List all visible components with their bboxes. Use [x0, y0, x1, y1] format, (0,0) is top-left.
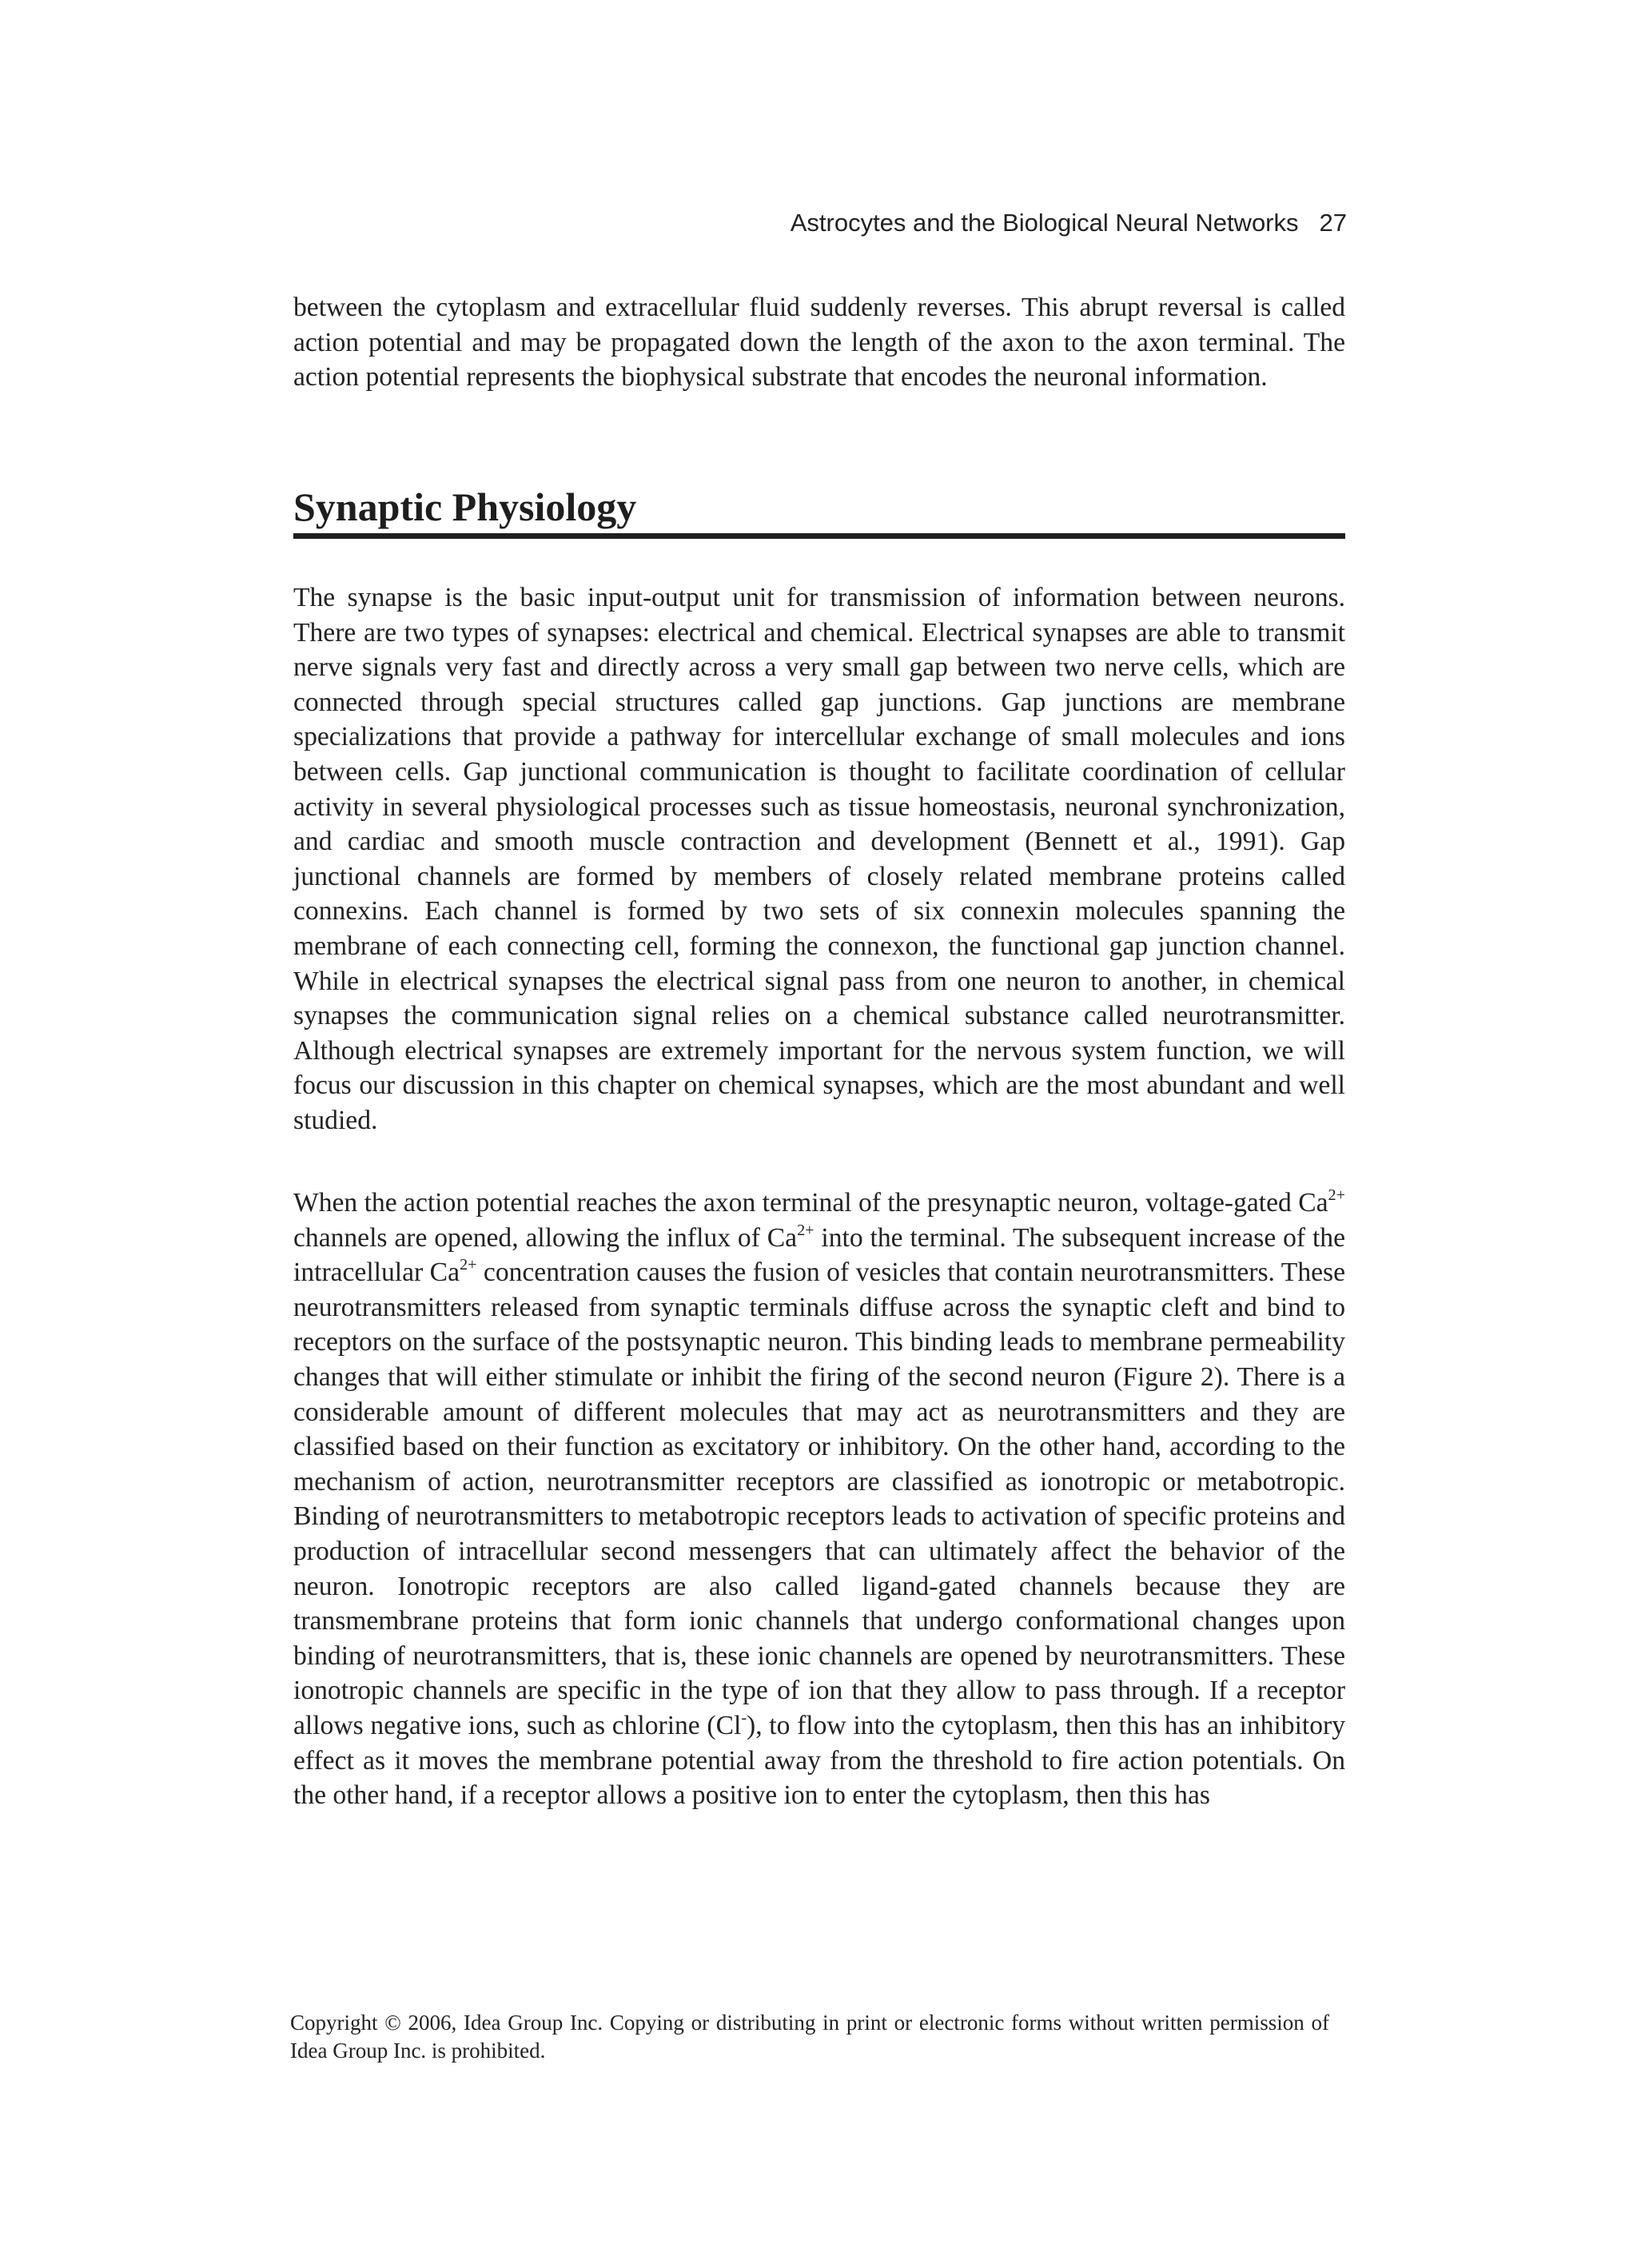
- superscript-charge: 2+: [797, 1221, 815, 1239]
- paragraph-text-segment: channels are opened, allowing the influx of Ca: [293, 1222, 798, 1253]
- paragraph-text-segment: concentration causes the fusion of vesicles that contain neurotransmitters. These neurotransmitters released from synaptic terminals diffuse across the synaptic cleft and bind to receptors on the surface of the postsynaptic neuron. This binding leads to membrane permeability changes that will either stimulate or inhibit the firing of the second neuron (Figure 2). There is a considerable amount of different molecules that may act as neurotransmitters and they are classified based on their function as excitatory or inhibitory. On the other hand, according to the mechanism of action, neurotransmitter receptors are classified as ionotropic or metabotropic. Binding of neurotransmitters to metabotropic receptors leads to activation of specific proteins and production of intracellular second messengers that can ultimately affect the behavior of the neuron. Ionotropic receptors are also called ligand-gated channels because they are transmembrane proteins that form ionic channels that undergo conformational changes upon binding of neurotransmitters, that is, these ionic channels are opened by neurotransmitters. These ionotropic channels are specific in the type of ion that they allow to pass through. If a receptor allows negative ions, such as chlorine (Cl: [293, 1258, 1345, 1740]
- paragraph-chemical-transmission: [293, 1186, 1345, 1813]
- page-number: 27: [1319, 209, 1347, 237]
- running-title: Astrocytes and the Biological Neural Networks: [790, 209, 1299, 237]
- paragraph-text-segment: into the terminal. The subsequent increase of the intracellular Ca: [293, 1222, 1345, 1288]
- running-header: [293, 207, 1347, 239]
- superscript-charge: 2+: [459, 1256, 477, 1274]
- copyright-notice: Copyright © 2006, Idea Group Inc. Copying or distributing in print or electronic forms without written permission of Idea Group Inc. is prohibited.: [290, 2011, 1329, 2063]
- paragraph-text-segment: When the action potential reaches the axon terminal of the presynaptic neuron, voltage-gated Ca: [293, 1188, 1328, 1218]
- paragraph-synapse-types: The synapse is the basic input-output unit for transmission of information between neurons. There are two types of synapses: electrical and chemical. Electrical synapses are able to transmit nerve signals very fast and directly across a very small gap between two nerve cells, which are connected through special structures called gap junctions. Gap junctions are membrane specializations that provide a pathway for intercellular exchange of small molecules and ions between cells. Gap junctional communication is thought to facilitate coordination of cellular activity in several physiological processes such as tissue homeostasis, neuronal synchronization, and cardiac and smooth muscle contraction and development (Bennett et al., 1991). Gap junctional channels are formed by members of closely related membrane proteins called connexins. Each channel is formed by two sets of six connexin molecules spanning the membrane of each connecting cell, forming the connexon, the functional gap junction channel. While in electrical synapses the electrical signal pass from one neuron to another, in chemical synapses the communication signal relies on a chemical substance called neurotransmitter. Although electrical synapses are extremely important for the nervous system function, we will focus our discussion in this chapter on chemical synapses, which are the most abundant and well studied.: [293, 583, 1345, 1135]
- section-title-rule: [293, 533, 1345, 539]
- paragraph-action-potential: between the cytoplasm and extracellular fluid suddenly reverses. This abrupt reversal is called action potential and may be propagated down the length of the axon to the axon terminal. The action potential represents the biophysical substrate that encodes the neuronal information.: [293, 293, 1345, 393]
- superscript-charge: -: [741, 1708, 747, 1727]
- paragraph-text-segment: ), to flow into the cytoplasm, then this has an inhibitory effect as it moves the membrane potential away from the threshold to fire action potentials. On the other hand, if a receptor allows a positive ion to enter the cytoplasm, then this has: [293, 1710, 1345, 1811]
- section-title: Synaptic Physiology: [293, 484, 637, 529]
- superscript-charge: 2+: [1328, 1186, 1345, 1204]
